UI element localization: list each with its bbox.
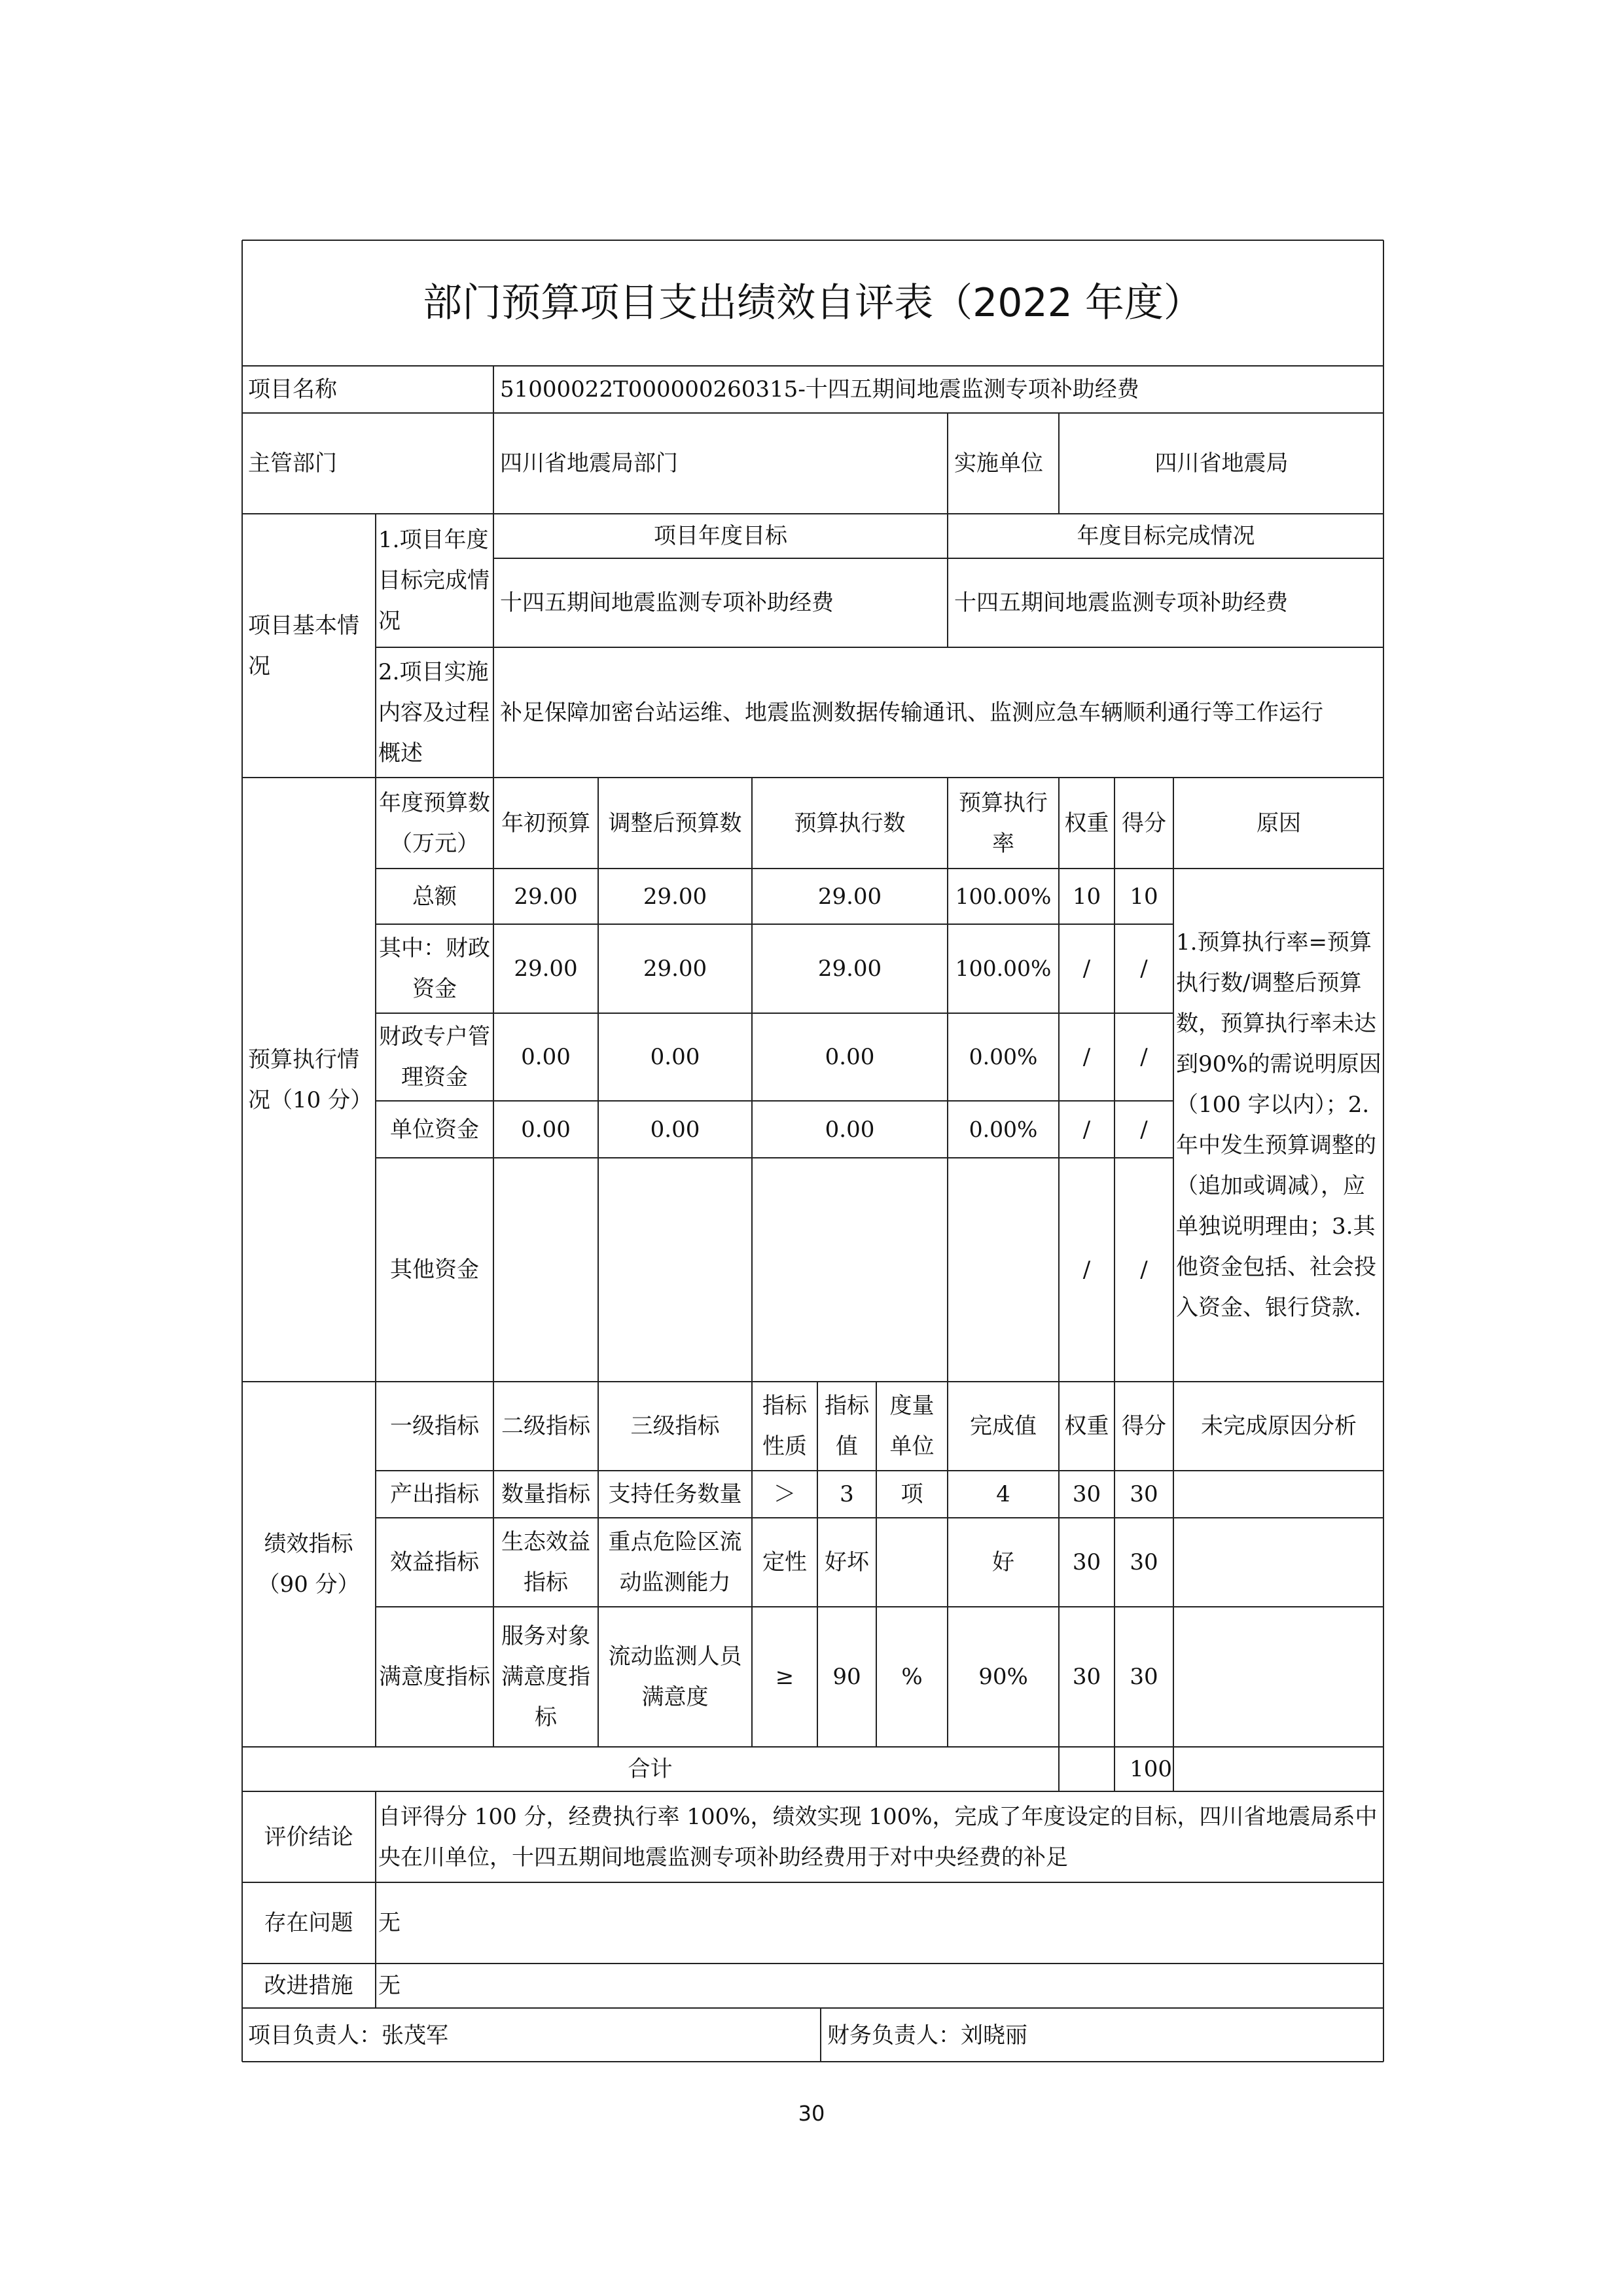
content-value: 补足保障加密台站运维、地震监测数据传输通讯、监测应急车辆顺利通行等工作运行 (500, 699, 1323, 726)
perf-row-weight: 30 (1072, 1481, 1101, 1507)
measures-label: 改进措施 (264, 1973, 353, 1999)
perf-row-l1: 效益指标 (390, 1549, 479, 1575)
perf-row-l3: 重点危险区流动监测能力 (608, 1529, 742, 1596)
perf-header-l2: 二级指标 (501, 1413, 590, 1439)
budget-reason-text: 1.预算执行率=预算执行数/调整后预算数，预算执行率未达到90%的需说明原因（100 字以内）；2.年中发生预算调整的（追加或调减），应单独说明理由；3.其他资金包括、社会投入资金、银行贷款. (1176, 929, 1382, 1321)
impl-label: 实施单位 (954, 450, 1043, 476)
perf-row-score: 30 (1130, 1549, 1158, 1575)
project-name-value: 51000022T000000260315-十四五期间地震监测专项补助经费 (500, 376, 1139, 403)
perf-row-unit: % (901, 1664, 923, 1690)
budget-header-initial: 年初预算 (501, 810, 590, 836)
perf-row-l3: 支持任务数量 (608, 1481, 742, 1507)
total-label: 合计 (628, 1756, 673, 1782)
perf-header-unit: 度量单位 (889, 1393, 935, 1460)
content-label: 2.项目实施内容及过程概述 (378, 658, 490, 766)
budget-row-adjusted: 0.00 (650, 1116, 700, 1143)
perf-row-score: 30 (1130, 1664, 1158, 1690)
budget-row-weight: / (1082, 1116, 1091, 1143)
perf-header-reason: 未完成原因分析 (1201, 1413, 1357, 1439)
perf-row-nature: ＞ (774, 1481, 796, 1507)
page-title: 部门预算项目支出绩效自评表（2022 年度） (423, 279, 1203, 326)
perf-row-nature: ≥ (775, 1664, 794, 1690)
perf-header-nature: 指标性质 (762, 1393, 807, 1460)
perf-row-l1: 产出指标 (390, 1481, 479, 1507)
perf-header-l3: 三级指标 (630, 1413, 720, 1439)
budget-row-initial: 0.00 (521, 1116, 571, 1143)
budget-row-rate: 0.00% (969, 1044, 1038, 1069)
budget-row-score: / (1140, 1044, 1148, 1070)
perf-row-l2: 数量指标 (501, 1481, 590, 1507)
budget-row-weight: 10 (1072, 883, 1101, 910)
basic-section-label: 项目基本情况 (248, 612, 359, 679)
budget-row-score: / (1140, 956, 1148, 982)
total-score: 100 (1130, 1756, 1172, 1782)
perf-row-l1: 满意度指标 (379, 1664, 490, 1690)
perf-row-reason (1173, 1471, 1384, 1518)
impl-value: 四川省地震局 (1154, 450, 1289, 476)
perf-row-weight: 30 (1072, 1664, 1101, 1690)
perf-row-score: 30 (1130, 1481, 1158, 1507)
budget-row-executed (752, 1158, 948, 1382)
perf-row-reason (1173, 1518, 1384, 1607)
budget-row-rate: 0.00% (969, 1116, 1038, 1142)
goal-header: 项目年度目标 (654, 523, 787, 549)
budget-row-weight: / (1082, 1044, 1091, 1070)
perf-row-unit (876, 1518, 948, 1607)
budget-section-label: 预算执行情况（10 分） (248, 1046, 373, 1113)
basic-target-label: 1.项目年度目标完成情况 (378, 527, 490, 634)
perf-header-value: 指标值 (825, 1393, 869, 1460)
budget-row-adjusted (598, 1158, 752, 1382)
perf-row-actual: 好 (992, 1549, 1014, 1575)
budget-header-annual: 年度预算数（万元） (379, 789, 490, 857)
budget-row-score: / (1140, 1257, 1148, 1283)
budget-row-initial: 29.00 (514, 883, 578, 910)
perf-row-nature: 定性 (762, 1549, 807, 1575)
budget-row-initial (493, 1158, 598, 1382)
perf-row-l3: 流动监测人员满意度 (608, 1643, 742, 1710)
evaluation-table (241, 240, 1384, 2062)
budget-row-name: 单位资金 (390, 1116, 479, 1143)
budget-row-initial: 29.00 (514, 956, 578, 982)
budget-header-rate: 预算执行率 (959, 789, 1048, 857)
budget-row-adjusted: 0.00 (650, 1044, 700, 1070)
budget-row-name: 其中：财政资金 (379, 935, 490, 1002)
budget-row-rate: 100.00% (955, 883, 1052, 909)
issues-text: 无 (378, 1910, 401, 1936)
perf-row-l2: 服务对象满意度指标 (501, 1623, 590, 1731)
measures-text: 无 (378, 1973, 401, 1999)
budget-row-executed: 29.00 (817, 956, 882, 982)
performance-section-label: 绩效指标（90 分） (257, 1531, 360, 1598)
budget-row-rate: 100.00% (955, 956, 1052, 981)
goal-value: 十四五期间地震监测专项补助经费 (500, 590, 834, 616)
budget-row-name: 总额 (412, 883, 457, 910)
budget-header-weight: 权重 (1064, 810, 1109, 836)
budget-header-adjusted: 调整后预算数 (608, 810, 742, 836)
page-number: 30 (798, 2101, 825, 2126)
budget-row-weight: / (1082, 956, 1091, 982)
perf-row-value: 好坏 (825, 1549, 869, 1575)
budget-row-executed: 0.00 (825, 1044, 875, 1070)
project-name-label: 项目名称 (248, 376, 337, 403)
conclusion-label: 评价结论 (264, 1823, 353, 1850)
budget-row-adjusted: 29.00 (643, 883, 707, 910)
conclusion-text: 自评得分 100 分，经费执行率 100%，绩效实现 100%，完成了年度设定的目标，四川省地震局系中央在川单位，十四五期间地震监测专项补助经费用于对中央经费的补足 (378, 1803, 1378, 1871)
perf-row-value: 90 (832, 1664, 861, 1690)
completion-header: 年度目标完成情况 (1077, 523, 1255, 549)
perf-row-unit: 项 (901, 1481, 923, 1507)
finance-lead: 财务负责人：刘晓丽 (827, 2022, 1027, 2049)
perf-row-actual: 4 (996, 1481, 1010, 1507)
budget-header-reason: 原因 (1257, 810, 1301, 836)
perf-header-score: 得分 (1122, 1413, 1166, 1439)
dept-value: 四川省地震局部门 (500, 450, 678, 476)
project-lead: 项目负责人：张茂军 (248, 2022, 448, 2049)
perf-row-value: 3 (840, 1481, 854, 1507)
budget-row-score: / (1140, 1116, 1148, 1143)
budget-header-score: 得分 (1122, 810, 1166, 836)
completion-value: 十四五期间地震监测专项补助经费 (954, 590, 1288, 616)
perf-row-weight: 30 (1072, 1549, 1101, 1575)
budget-row-executed: 29.00 (817, 883, 882, 910)
dept-label: 主管部门 (248, 450, 337, 476)
perf-row-l2: 生态效益指标 (501, 1529, 590, 1596)
budget-row-name: 财政专户管理资金 (379, 1024, 490, 1090)
budget-row-weight: / (1082, 1257, 1091, 1283)
budget-row-name: 其他资金 (390, 1257, 479, 1283)
perf-row-reason (1173, 1607, 1384, 1747)
budget-row-adjusted: 29.00 (643, 956, 707, 982)
perf-row-actual: 90% (978, 1664, 1028, 1690)
budget-row-executed: 0.00 (825, 1116, 875, 1143)
budget-row-rate (948, 1158, 1059, 1382)
budget-row-initial: 0.00 (521, 1044, 571, 1070)
issues-label: 存在问题 (264, 1910, 353, 1936)
perf-header-actual: 完成值 (970, 1413, 1037, 1439)
budget-header-executed: 预算执行数 (794, 810, 906, 836)
budget-row-score: 10 (1130, 883, 1158, 910)
perf-header-weight: 权重 (1064, 1413, 1109, 1439)
perf-header-l1: 一级指标 (390, 1413, 479, 1439)
